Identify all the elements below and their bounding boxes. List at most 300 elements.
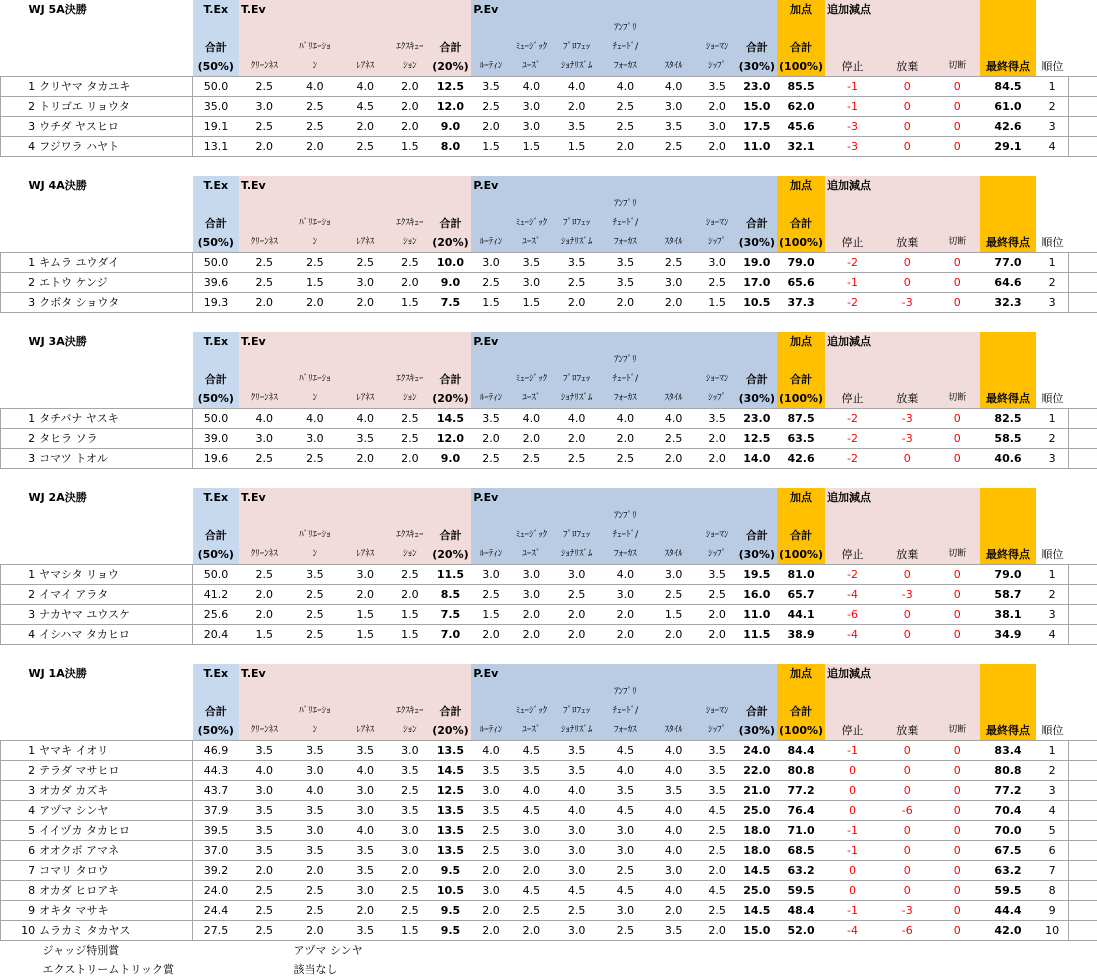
score-cell: 42.6: [777, 449, 825, 469]
score-cell: 2.5: [290, 585, 341, 605]
table-row: [1, 429, 1097, 449]
score-cell: 48.4: [777, 901, 825, 921]
score-cell: 76.4: [777, 801, 825, 821]
header-execution_bottom: ｼｮﾝ: [390, 545, 429, 565]
pad-cell: [1069, 741, 1097, 761]
score-cell: 4.5: [698, 801, 737, 821]
score-cell: 2.5: [601, 861, 650, 881]
score-cell: 0: [935, 781, 980, 801]
score-cell: 4.0: [511, 781, 553, 801]
header-style: ｽﾀｲﾙ: [650, 545, 698, 565]
header-rank: 順位: [1036, 721, 1068, 741]
score-cell: 3.0: [511, 841, 553, 861]
pad-cell: [1069, 881, 1097, 901]
score-cell: 0: [880, 761, 935, 781]
pad-cell: [1069, 605, 1097, 625]
header-execution_top: ｴｸｽｷｭｰ: [390, 38, 429, 57]
score-cell: 2.0: [552, 293, 601, 313]
score-cell: 2.5: [290, 449, 341, 469]
header-pct100: (100%): [777, 545, 825, 565]
score-cell: 9.5: [430, 861, 472, 881]
pad-cell: [1069, 781, 1097, 801]
score-cell: 17.5: [737, 117, 777, 137]
score-cell: 3.0: [340, 781, 390, 801]
header-pct20: (20%): [430, 545, 472, 565]
section-title: WJ 3A決勝: [1, 332, 193, 351]
score-cell: 3.5: [340, 861, 390, 881]
adj-header: 追加減点: [825, 664, 935, 683]
pad-cell: [1069, 293, 1097, 313]
score-cell: 2.5: [601, 449, 650, 469]
score-cell: 3.5: [511, 253, 553, 273]
header-routine: ﾙｰﾃｨﾝ: [471, 721, 510, 741]
score-cell: -1: [825, 821, 880, 841]
header-cleanness: ｸﾘｰﾝﾈｽ: [239, 545, 290, 565]
score-cell: 0: [880, 861, 935, 881]
score-cell: 2.0: [698, 429, 737, 449]
score-cell: 2.0: [340, 901, 390, 921]
header-final: 最終得点: [980, 389, 1036, 409]
row-number: 1: [1, 741, 38, 761]
score-cell: 2.5: [698, 585, 737, 605]
score-cell: 0: [880, 741, 935, 761]
score-cell: -3: [825, 137, 880, 157]
score-cell: 2.5: [601, 117, 650, 137]
score-cell: 42.6: [980, 117, 1036, 137]
score-cell: 4: [1036, 625, 1068, 645]
pev-header: P.Ev: [471, 332, 510, 351]
adj-header: 追加減点: [825, 176, 935, 195]
score-cell: 3.0: [511, 273, 553, 293]
score-cell: 3.5: [511, 761, 553, 781]
score-cell: 2.5: [340, 137, 390, 157]
score-cell: 2.0: [290, 861, 341, 881]
score-cell: -1: [825, 97, 880, 117]
header-amp_mid: ﾁｭｰﾄﾞ/: [601, 214, 650, 233]
pad-cell: [1069, 117, 1097, 137]
score-cell: 39.6: [193, 273, 240, 293]
row-number: 4: [1, 801, 38, 821]
score-cell: 0: [880, 881, 935, 901]
score-cell: 0: [825, 881, 880, 901]
pad-cell: [1069, 77, 1097, 97]
header-show_top: ｼｮｰﾏﾝ: [698, 214, 737, 233]
tev-header: T.Ev: [239, 332, 290, 351]
score-cell: 2.0: [698, 605, 737, 625]
score-cell: 80.8: [980, 761, 1036, 781]
score-cell: 2.0: [650, 293, 698, 313]
score-cell: 44.1: [777, 605, 825, 625]
score-cell: 1.5: [239, 625, 290, 645]
score-cell: 4.0: [601, 565, 650, 585]
score-cell: 4.0: [650, 77, 698, 97]
score-cell: 0: [935, 77, 980, 97]
header-music_bottom: ﾕｰｽﾞ: [511, 545, 553, 565]
header-execution_bottom: ｼｮﾝ: [390, 389, 429, 409]
score-cell: 13.5: [430, 741, 472, 761]
header-prof_top: ﾌﾟﾛﾌｪｯ: [552, 370, 601, 389]
score-cell: 2.0: [290, 137, 341, 157]
section-header-row: [1, 176, 1097, 195]
score-cell: 4.0: [511, 409, 553, 429]
score-cell: 4.0: [471, 741, 510, 761]
score-cell: 3.5: [698, 565, 737, 585]
competitor-name: イシハマ タカヒロ: [37, 625, 192, 645]
header-abandon: 放棄: [880, 233, 935, 253]
competitor-name: クボタ ショウタ: [37, 293, 192, 313]
header-rank: 順位: [1036, 57, 1068, 77]
score-cell: 3.0: [290, 429, 341, 449]
score-cell: 65.7: [777, 585, 825, 605]
score-cell: 77.2: [777, 781, 825, 801]
score-cell: 3.5: [552, 253, 601, 273]
score-cell: 3.0: [471, 253, 510, 273]
score-cell: 7.5: [430, 605, 472, 625]
score-cell: 3.0: [340, 565, 390, 585]
score-cell: 2.0: [698, 861, 737, 881]
header-cleanness: ｸﾘｰﾝﾈｽ: [239, 233, 290, 253]
table-row: [1, 293, 1097, 313]
score-cell: 2.5: [390, 409, 429, 429]
score-cell: 21.0: [737, 781, 777, 801]
header-pct30: (30%): [737, 233, 777, 253]
header-show_bottom: ｼｯﾌﾟ: [698, 545, 737, 565]
tex-header: T.Ex: [193, 0, 240, 19]
score-cell: 2.0: [601, 605, 650, 625]
score-cell: 10.5: [430, 881, 472, 901]
score-cell: -4: [825, 625, 880, 645]
row-number: 2: [1, 585, 38, 605]
table-row: [1, 585, 1097, 605]
score-cell: 44.4: [980, 901, 1036, 921]
header-routine: ﾙｰﾃｨﾝ: [471, 57, 510, 77]
score-cell: 3.0: [340, 273, 390, 293]
score-cell: 82.5: [980, 409, 1036, 429]
score-cell: 37.9: [193, 801, 240, 821]
section-title: WJ 4A決勝: [1, 176, 193, 195]
score-cell: 2.5: [239, 921, 290, 941]
score-cell: 4.0: [552, 801, 601, 821]
score-cell: 4.5: [601, 801, 650, 821]
header-execution_bottom: ｼｮﾝ: [390, 233, 429, 253]
score-cell: 2.0: [390, 117, 429, 137]
score-cell: 2.0: [511, 921, 553, 941]
score-cell: 11.5: [737, 625, 777, 645]
score-cell: 3.0: [390, 821, 429, 841]
header-total: 合計: [737, 702, 777, 721]
score-cell: 3: [1036, 449, 1068, 469]
header-style: ｽﾀｲﾙ: [650, 721, 698, 741]
score-cell: 4.0: [650, 801, 698, 821]
header-cleanness: ｸﾘｰﾝﾈｽ: [239, 389, 290, 409]
score-cell: 3: [1036, 781, 1068, 801]
score-cell: 4.0: [650, 821, 698, 841]
score-cell: 3.0: [698, 117, 737, 137]
header-prof_bottom: ｼｮﾅﾘｽﾞﾑ: [552, 233, 601, 253]
table-row: [1, 841, 1097, 861]
score-cell: 84.5: [980, 77, 1036, 97]
score-cell: 63.2: [980, 861, 1036, 881]
score-cell: 3.5: [340, 429, 390, 449]
score-cell: 6: [1036, 841, 1068, 861]
score-cell: 3.5: [552, 117, 601, 137]
header-variation_bottom: ﾝ: [290, 389, 341, 409]
score-cell: 32.1: [777, 137, 825, 157]
score-cell: 2.0: [552, 605, 601, 625]
score-cell: 0: [825, 861, 880, 881]
row-number: 3: [1, 449, 38, 469]
header-amp_mid: ﾁｭｰﾄﾞ/: [601, 526, 650, 545]
score-cell: 2.5: [698, 821, 737, 841]
score-cell: 3.5: [239, 841, 290, 861]
header-total: 合計: [193, 214, 240, 233]
header-amp_bottom: ﾌｫｰｶｽ: [601, 233, 650, 253]
score-cell: 2.0: [390, 273, 429, 293]
score-cell: 2.0: [340, 117, 390, 137]
header-music_top: ﾐｭｰｼﾞｯｸ: [511, 38, 553, 57]
header-show_bottom: ｼｯﾌﾟ: [698, 57, 737, 77]
header-routine: ﾙｰﾃｨﾝ: [471, 545, 510, 565]
score-cell: -1: [825, 841, 880, 861]
score-cell: 17.0: [737, 273, 777, 293]
header-style: ｽﾀｲﾙ: [650, 57, 698, 77]
score-cell: 2.0: [601, 293, 650, 313]
competitor-name: オカダ カズキ: [37, 781, 192, 801]
score-cell: 0: [935, 137, 980, 157]
score-cell: 0: [935, 821, 980, 841]
score-cell: 14.5: [430, 409, 472, 429]
competitor-name: オキタ マサキ: [37, 901, 192, 921]
header-final: 最終得点: [980, 721, 1036, 741]
score-cell: 77.2: [980, 781, 1036, 801]
score-cell: -3: [825, 117, 880, 137]
score-cell: 2.5: [239, 77, 290, 97]
row-number: 7: [1, 861, 38, 881]
score-cell: 15.0: [737, 921, 777, 941]
header-variation_top: ﾊﾞﾘｴｰｼｮ: [290, 38, 341, 57]
score-cell: 2.5: [698, 841, 737, 861]
score-cell: 0: [935, 97, 980, 117]
score-cell: 2.0: [390, 585, 429, 605]
tev-header: T.Ev: [239, 664, 290, 683]
competitor-name: ナカヤマ ユウスケ: [37, 605, 192, 625]
score-cell: 8: [1036, 881, 1068, 901]
score-cell: 85.5: [777, 77, 825, 97]
score-cell: 2.5: [290, 253, 341, 273]
score-cell: 4.0: [340, 409, 390, 429]
score-cell: 2.0: [340, 449, 390, 469]
score-cell: 59.5: [980, 881, 1036, 901]
header-variation_bottom: ﾝ: [290, 721, 341, 741]
score-cell: 3.5: [290, 841, 341, 861]
competitor-name: タヒラ ソラ: [37, 429, 192, 449]
table-row: [1, 137, 1097, 157]
header-rarity: ﾚｱﾈｽ: [340, 721, 390, 741]
score-cell: 4.5: [552, 881, 601, 901]
score-cell: 1.5: [340, 625, 390, 645]
header-pct50: (50%): [193, 721, 240, 741]
score-cell: 7.5: [430, 293, 472, 313]
header-amp_bottom: ﾌｫｰｶｽ: [601, 545, 650, 565]
pad-cell: [1069, 761, 1097, 781]
score-cell: -3: [880, 293, 935, 313]
pad-cell: [1069, 861, 1097, 881]
header-rarity: ﾚｱﾈｽ: [340, 545, 390, 565]
score-cell: 0: [935, 861, 980, 881]
header-show_top: ｼｮｰﾏﾝ: [698, 38, 737, 57]
score-cell: 3.5: [601, 781, 650, 801]
score-cell: 19.0: [737, 253, 777, 273]
score-cell: 4.0: [552, 409, 601, 429]
pad-cell: [1069, 253, 1097, 273]
score-cell: 3.0: [601, 585, 650, 605]
table-row: [1, 273, 1097, 293]
score-cell: 0: [935, 921, 980, 941]
header-stop: 停止: [825, 721, 880, 741]
table-row: [1, 77, 1097, 97]
table-row: [1, 605, 1097, 625]
score-cell: 2.5: [239, 117, 290, 137]
row-number: 8: [1, 881, 38, 901]
score-cell: 4.0: [552, 77, 601, 97]
row-number: 9: [1, 901, 38, 921]
score-cell: 4.0: [239, 409, 290, 429]
pad-cell: [1069, 841, 1097, 861]
score-cell: 4.0: [650, 841, 698, 861]
score-cell: 1: [1036, 741, 1068, 761]
score-cell: 2.0: [650, 449, 698, 469]
header-total: 合計: [193, 38, 240, 57]
score-cell: 3.5: [290, 741, 341, 761]
score-cell: 1.5: [511, 137, 553, 157]
score-cell: 2.5: [471, 97, 510, 117]
score-cell: 1.5: [698, 293, 737, 313]
score-cell: 0: [935, 117, 980, 137]
competitor-name: イマイ アラタ: [37, 585, 192, 605]
score-cell: 2.5: [511, 901, 553, 921]
score-cell: 2.5: [552, 901, 601, 921]
score-cell: 2.0: [239, 585, 290, 605]
header-show_top: ｼｮｰﾏﾝ: [698, 702, 737, 721]
header-execution_top: ｴｸｽｷｭｰ: [390, 370, 429, 389]
table-row: [1, 625, 1097, 645]
score-cell: 12.5: [430, 77, 472, 97]
score-cell: 0: [880, 565, 935, 585]
header-rank: 順位: [1036, 545, 1068, 565]
score-cell: 2.5: [601, 97, 650, 117]
score-cell: 0: [935, 273, 980, 293]
score-cell: 4.5: [698, 881, 737, 901]
score-cell: 19.1: [193, 117, 240, 137]
score-cell: 18.0: [737, 821, 777, 841]
score-cell: 43.7: [193, 781, 240, 801]
score-cell: 3.0: [552, 565, 601, 585]
score-cell: 2.5: [650, 137, 698, 157]
header-variation_top: ﾊﾞﾘｴｰｼｮ: [290, 214, 341, 233]
score-cell: 2.5: [239, 901, 290, 921]
score-cell: 0: [935, 253, 980, 273]
score-cell: 63.2: [777, 861, 825, 881]
tev-header: T.Ev: [239, 488, 290, 507]
score-cell: 39.2: [193, 861, 240, 881]
score-cell: 1.5: [471, 137, 510, 157]
score-cell: -3: [880, 585, 935, 605]
score-cell: 2.5: [650, 253, 698, 273]
amp-header-top: ｱﾝﾌﾟﾘ: [601, 351, 650, 370]
score-cell: 3.5: [650, 117, 698, 137]
score-cell: -1: [825, 901, 880, 921]
score-cell: 2: [1036, 585, 1068, 605]
header-total: 合計: [777, 38, 825, 57]
score-cell: 83.4: [980, 741, 1036, 761]
section-header-row: [1, 332, 1097, 351]
table-row: [1, 781, 1097, 801]
header-final: 最終得点: [980, 57, 1036, 77]
score-cell: 14.5: [430, 761, 472, 781]
header-music_top: ﾐｭｰｼﾞｯｸ: [511, 702, 553, 721]
header-stop: 停止: [825, 389, 880, 409]
score-cell: 10: [1036, 921, 1068, 941]
score-cell: -2: [825, 253, 880, 273]
pad-cell: [1069, 429, 1097, 449]
header-total: 合計: [193, 526, 240, 545]
score-cell: 23.0: [737, 409, 777, 429]
score-cell: 12.5: [737, 429, 777, 449]
score-cell: 3.0: [471, 881, 510, 901]
score-cell: 4.5: [601, 881, 650, 901]
award-winner: 該当なし: [290, 960, 1097, 979]
competitor-name: オカダ ヒロアキ: [37, 881, 192, 901]
score-cell: 3.0: [239, 781, 290, 801]
header-execution_top: ｴｸｽｷｭｰ: [390, 526, 429, 545]
header-music_top: ﾐｭｰｼﾞｯｸ: [511, 370, 553, 389]
score-cell: -6: [880, 801, 935, 821]
score-cell: 3.5: [471, 801, 510, 821]
competitor-name: キムラ ユウダイ: [37, 253, 192, 273]
score-cell: 3.5: [239, 741, 290, 761]
score-cell: 12.0: [430, 97, 472, 117]
header-cut: 切断: [935, 57, 980, 77]
score-cell: 1.5: [390, 293, 429, 313]
score-cell: 42.0: [980, 921, 1036, 941]
score-cell: 4.0: [340, 821, 390, 841]
score-cell: 0: [880, 625, 935, 645]
header-show_top: ｼｮｰﾏﾝ: [698, 526, 737, 545]
score-cell: 18.0: [737, 841, 777, 861]
score-cell: 2.0: [471, 625, 510, 645]
score-cell: 3.5: [698, 409, 737, 429]
table-row: [1, 409, 1097, 429]
score-cell: 1.5: [390, 625, 429, 645]
score-cell: 1.5: [390, 605, 429, 625]
score-cell: 3.5: [471, 77, 510, 97]
score-cell: 3.0: [552, 841, 601, 861]
score-cell: 0: [935, 901, 980, 921]
score-cell: 50.0: [193, 565, 240, 585]
score-cell: 79.0: [980, 565, 1036, 585]
pad-cell: [1069, 585, 1097, 605]
amp-header-top: ｱﾝﾌﾟﾘ: [601, 683, 650, 702]
section-title: WJ 1A決勝: [1, 664, 193, 683]
score-cell: -1: [825, 77, 880, 97]
score-cell: 2.5: [390, 565, 429, 585]
score-cell: 3.0: [650, 97, 698, 117]
score-cell: 2: [1036, 761, 1068, 781]
score-cell: 2.5: [552, 273, 601, 293]
score-cell: 2.0: [698, 137, 737, 157]
score-cell: 24.0: [193, 881, 240, 901]
score-cell: 0: [880, 253, 935, 273]
